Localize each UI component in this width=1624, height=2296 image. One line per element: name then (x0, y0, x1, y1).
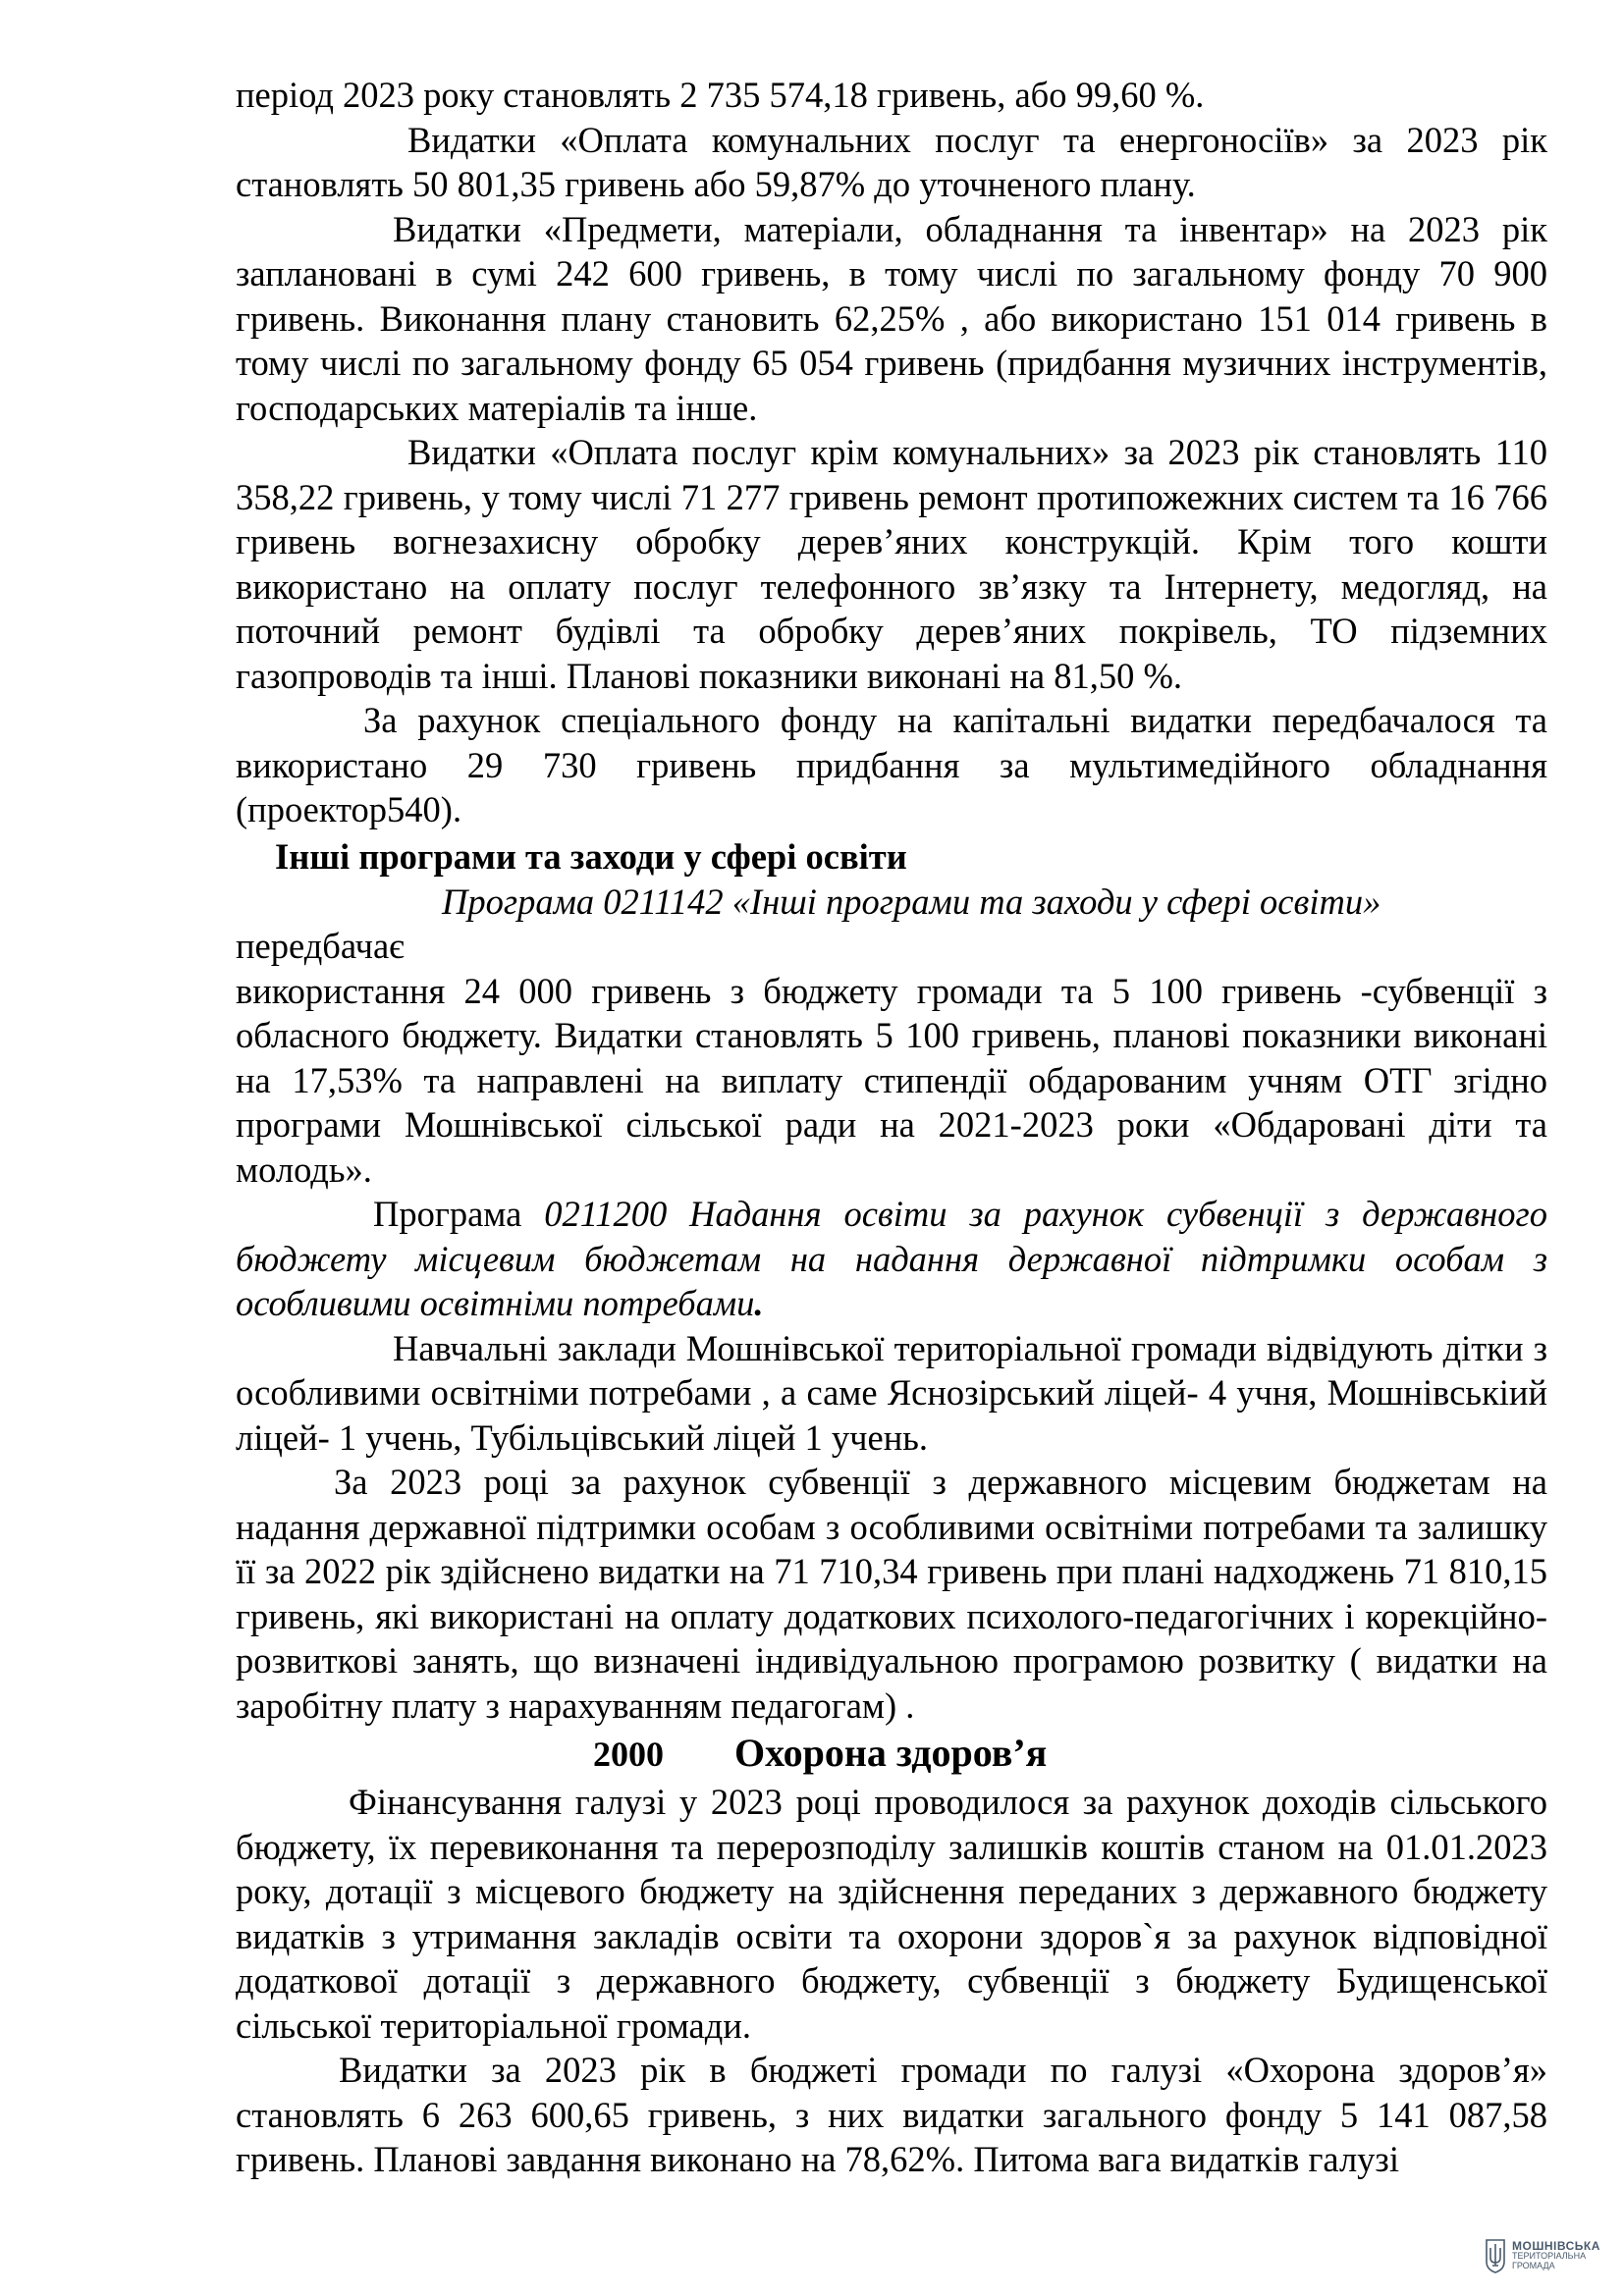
program-dot: . (754, 1283, 764, 1323)
paragraph-continuation: передбачає (236, 926, 405, 966)
paragraph: Видатки за 2023 рік в бюджеті громади по галузі «Охорона здоров’я» становлять 6 263 600,65 гривень, з них видатки загального фонду 5 141 087,58 гривень. Планові завдання виконано на 78,62%. Питома вага видатків галузі (236, 2050, 1547, 2179)
paragraph: Видатки «Предмети, матеріали, обладнання та інвентар» на 2023 рік заплановані в сумі 242 600 гривень, в тому числі по загальному фонду 70 900 гривень. Виконання плану становить 62,25% , або використано 151 014 гривень в тому числі по загальному фонду 65 054 гривень (придбання музичних інструментів, господарських матеріалів та інше. (236, 208, 1547, 428)
paragraph: Видатки «Оплата комунальних послуг та енергоносіїв» за 2023 рік становлять 50 801,35 гривень або 59,87% до уточненого плану. (236, 119, 1547, 204)
trident-icon (1485, 2238, 1506, 2273)
document-body (236, 73, 1547, 2182)
section-number: 2000 (593, 1735, 664, 1774)
program-title: Програма 0211142 «Інші програми та заходи у сфері освіти» (442, 881, 1381, 922)
logo-line: ТЕРИТОРІАЛЬНА (1512, 2251, 1587, 2261)
section-title: Охорона здоров’я (734, 1731, 1048, 1775)
subheading-other-programs: Інші програми та заходи у сфері освіти (275, 835, 907, 877)
paragraph: використання 24 000 гривень з бюджету громади та 5 100 гривень -субвенції з обласного бюджету. Видатки становлять 5 100 гривень, планові показники виконані на 17,53% та направлені на виплату стипендії обдарованим учням ОТГ згідно програми Мошнівської сільської ради на 2021-2023 роки «Обдаровані діти та молодь». (236, 970, 1547, 1190)
paragraph-program-0211142 (236, 880, 1547, 969)
paragraph: За 2023 році за рахунок субвенції з державного місцевим бюджетам на надання державної підтримки особам з особливими освітніми потребами та залишку її за 2022 рік здійснено видатки на 71 710,34 гривень при плані надходжень 71 810,15 гривень, які використані на оплату додаткових психолого-педагогічних і корекційно-розвиткові занять, що визначені індивідуальною програмою розвитку ( видатки на заробітну плату з нарахуванням педагогам) . (236, 1462, 1547, 1726)
program-title: 0211200 Надання освіти за рахунок субвенції з державного бюджету місцевим бюджетам на надання державної підтримки особам з особливими освітніми потребами (236, 1194, 1547, 1323)
paragraph-program-0211200 (236, 1192, 1547, 1326)
logo-line: МОШНІВСЬКА (1512, 2239, 1600, 2253)
program-lead: Програма (373, 1194, 545, 1234)
paragraph: Навчальні заклади Мошнівської територіальної громади відвідують дітки з особливими освітніми потребами , а саме Яснозірський ліцей- 4 учня, Мошнівськіий ліцей- 1 учень, Тубільцівський ліцей 1 учень. (236, 1327, 1547, 1458)
logo-text (1512, 2241, 1600, 2270)
section-heading-health (236, 1730, 1547, 1778)
paragraph: Видатки «Оплата послуг крім комунальних» за 2023 рік становлять 110 358,22 гривень, у тому числі 71 277 гривень ремонт протипожежних систем та 16 766 гривень вогнезахисну обробку дерев’яних конструкцій. Крім того кошти використано на оплату послуг телефонного зв’язку та Інтернету, медогляд, на поточний ремонт будівлі та обробку дерев’яних покрівель, ТО підземних газопроводів та інші. Планові показники виконані на 81,50 %. (236, 432, 1547, 696)
logo-line: ГРОМАДА (1512, 2261, 1555, 2270)
paragraph: період 2023 року становлять 2 735 574,18 гривень, або 99,60 %. (236, 75, 1205, 115)
paragraph: Фінансування галузі у 2023 році проводилося за рахунок доходів сільського бюджету, їх перевиконання та перерозподілу залишків коштів станом на 01.01.2023 року, дотації з місцевого бюджету на здійснення переданих з державного бюджету видатків з утримання закладів освіти та охорони здоров`я за рахунок відповідної додаткової дотації з державного бюджету, субвенції з бюджету Будищенської сільської територіальної громади. (236, 1782, 1547, 2046)
paragraph: За рахунок спеціального фонду на капітальні видатки передбачалося та використано 29 730 гривень придбання за мультимедійного обладнання (проектор540). (236, 700, 1547, 829)
community-logo (1485, 2238, 1600, 2273)
